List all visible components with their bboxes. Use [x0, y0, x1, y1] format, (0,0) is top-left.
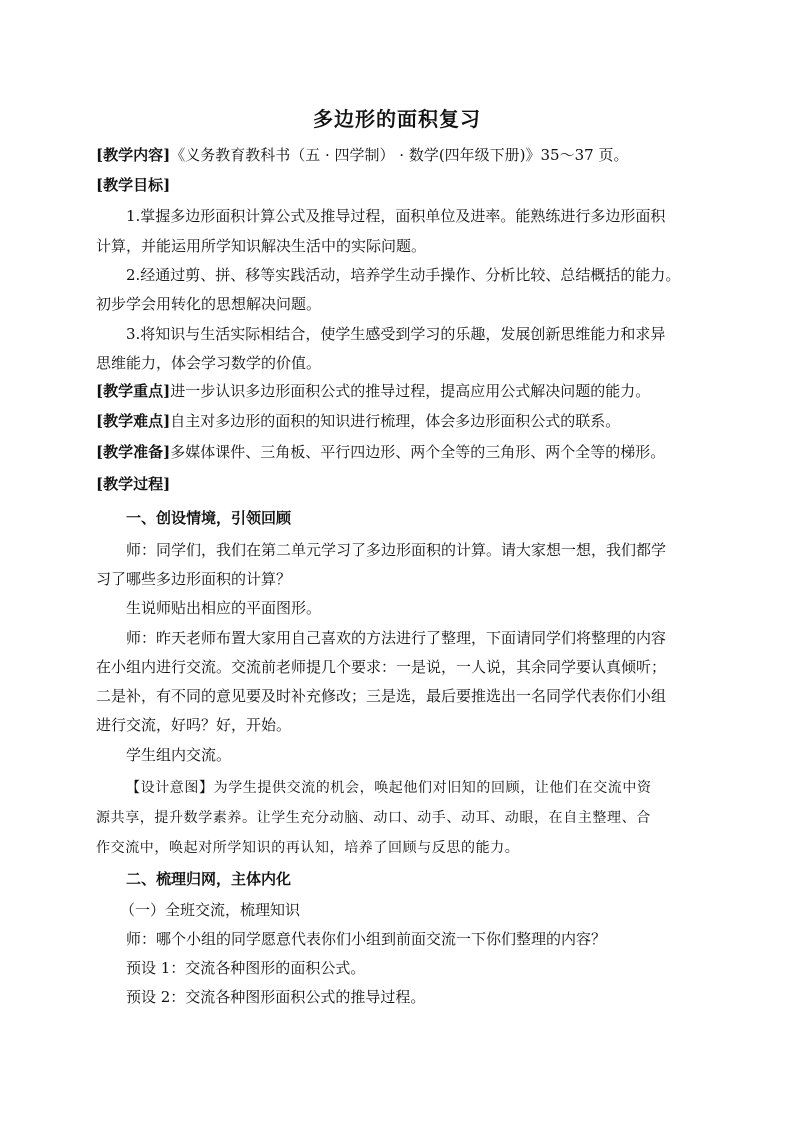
- section-2-heading: 二、梳理归网，主体内化: [126, 870, 292, 888]
- paragraph-3-line-4: 进行交流，好吗？好，开始。: [96, 716, 292, 734]
- page-title: 多边形的面积复习: [313, 107, 481, 131]
- goal-2-line-2: 初步学会用转化的思想解决问题。: [96, 295, 322, 313]
- section-1-heading: 一、创设情境，引领回顾: [126, 509, 292, 527]
- paragraph-2: 生说师贴出相应的平面图形。: [126, 599, 322, 617]
- key-point-label: [教学重点]: [96, 382, 171, 400]
- paragraph-3-line-1: 师：昨天老师布置大家用自己喜欢的方法进行了整理，下面请同学们将整理的内容: [126, 629, 667, 647]
- goal-1-line-2: 计算，并能运用所学知识解决生活中的实际问题。: [96, 237, 427, 255]
- paragraph-1-line-1: 师：同学们，我们在第二单元学习了多边形面积的计算。请大家想一想，我们都学: [126, 541, 667, 559]
- paragraph-1-line-2: 习了哪些多边形面积的计算？: [96, 570, 292, 588]
- teaching-process-label: [教学过程]: [96, 475, 171, 493]
- difficulty-label: [教学难点]: [96, 412, 171, 430]
- key-point-text: 进一步认识多边形面积公式的推导过程，提高应用公式解决问题的能力。: [170, 382, 651, 400]
- design-intent-line-2: 源共享，提升数学素养。让学生充分动脑、动口、动手、动耳、动眼，在自主整理、合: [96, 810, 651, 826]
- preparation-label: [教学准备]: [96, 443, 171, 461]
- difficulty-line: [96, 410, 706, 432]
- paragraph-3-line-3: 二是补，有不同的意见要及时补充修改；三是选，最后要推选出一名同学代表你们小组: [96, 687, 667, 705]
- teaching-content-text: 《义务教育教科书（五 · 四学制） · 数学(四年级下册)》35～37 页。: [170, 146, 629, 164]
- key-point-line: [96, 380, 706, 402]
- teaching-goals-label: [教学目标]: [96, 176, 171, 194]
- subsection-1-heading: （一）全班交流，梳理知识: [120, 901, 301, 919]
- preset-2: 预设 2：交流各种图形面积公式的推导过程。: [126, 988, 426, 1006]
- goal-2-line-1: 2.经通过剪、拼、移等实践活动，培养学生动手操作、分析比较、总结概括的能力。: [126, 266, 681, 284]
- teaching-content-label: [教学内容]: [96, 146, 171, 164]
- difficulty-text: 自主对多边形的面积的知识进行梳理，体会多边形面积公式的联系。: [170, 412, 621, 430]
- preset-1: 预设 1：交流各种图形的面积公式。: [126, 959, 366, 977]
- teaching-content-line: [96, 144, 706, 166]
- paragraph-5: 师：哪个小组的同学愿意代表你们小组到前面交流一下你们整理的内容？: [126, 930, 607, 948]
- goal-1-line-1: 1.掌握多边形面积计算公式及推导过程，面积单位及进率。能熟练进行多边形面积: [126, 207, 666, 225]
- preparation-line: [96, 441, 706, 463]
- goal-3-line-2: 思维能力，体会学习数学的价值。: [96, 354, 322, 372]
- preparation-text: 多媒体课件、三角板、平行四边形、两个全等的三角形、两个全等的梯形。: [170, 443, 666, 461]
- paragraph-4: 学生组内交流。: [126, 746, 232, 764]
- design-intent-line-1: 【设计意图】为学生提供交流的机会，唤起他们对旧知的回顾，让他们在交流中资: [126, 780, 652, 796]
- paragraph-3-line-2: 在小组内进行交流。交流前老师提几个要求：一是说，一人说，其余同学要认真倾听；: [96, 658, 667, 676]
- design-intent-line-3: 作交流中，唤起对所学知识的再认知，培养了回顾与反思的能力。: [96, 840, 520, 856]
- goal-3-line-1: 3.将知识与生活实际相结合，使学生感受到学习的乐趣，发展创新思维能力和求异: [126, 325, 666, 343]
